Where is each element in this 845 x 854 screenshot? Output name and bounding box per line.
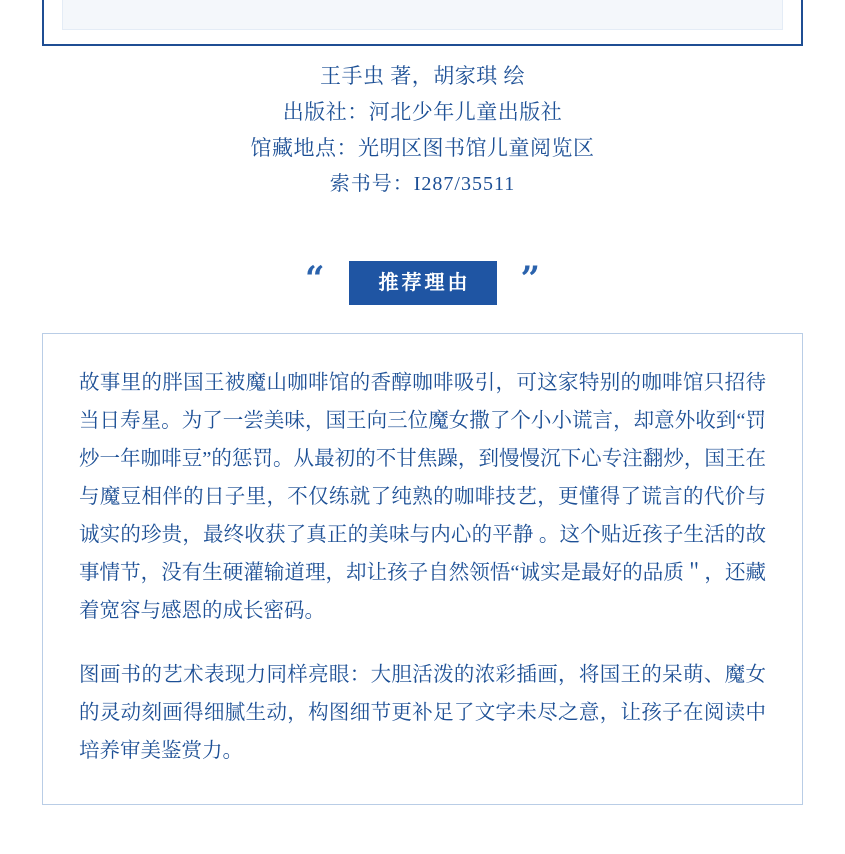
top-info-card-inner — [62, 0, 783, 30]
recommendation-body — [42, 333, 803, 805]
book-location: 馆藏地点：光明区图书馆儿童阅览区 — [250, 136, 595, 160]
book-publisher: 出版社：河北少年儿童出版社 — [282, 100, 563, 124]
book-authors: 王手虫 著，胡家琪 绘 — [320, 64, 525, 88]
body-paragraph-2: 图画书的艺术表现力同样亮眼：大胆活泼的浓彩插画，将国王的呆萌、魔女的灵动刻画得细腻生动，构图细节更补足了文字未尽之意，让孩子在阅读中培养审美鉴赏力。 — [79, 664, 766, 762]
recommendation-heading — [0, 253, 845, 313]
book-call-number: 索书号：I287/35511 — [329, 173, 516, 195]
body-paragraph-1: 故事里的胖国王被魔山咖啡馆的香醇咖啡吸引，可这家特别的咖啡馆只招待当日寿星。为了一尝美味，国王向三位魔女撒了个小小谎言，却意外收到“罚炒一年咖啡豆”的惩罚。从最初的不甘焦躁，到慢慢沉下心专注翻炒，国王在与魔豆相伴的日子里，不仅练就了纯熟的咖啡技艺，更懂得了谎言的代价与诚实的珍贵，最终收获了真正的美味与内心的平静 。这个贴近孩子生活的故事情节，没有生硬灌输道理，却让孩子自然领悟“诚实是最好的品质＂，还藏着宽容与感恩的成长密码。 — [79, 372, 766, 622]
quote-open-icon: “ — [304, 259, 325, 299]
top-info-card — [42, 0, 803, 46]
recommendation-badge: 推荐理由 — [349, 261, 497, 305]
quote-close-icon: ” — [520, 259, 541, 299]
book-credits — [0, 58, 845, 202]
